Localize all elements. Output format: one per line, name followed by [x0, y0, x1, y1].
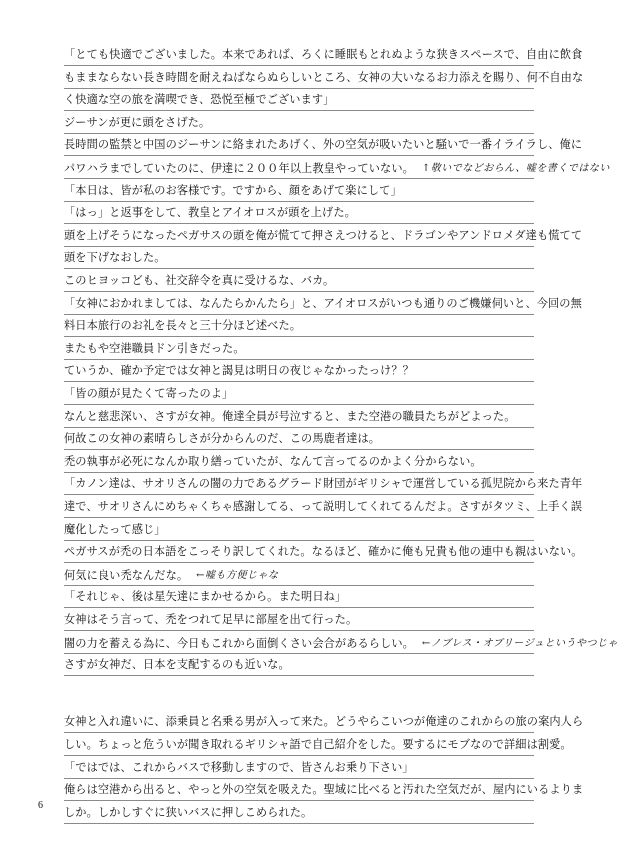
text-line — [64, 677, 534, 699]
text-line — [64, 451, 534, 473]
text-line — [64, 779, 584, 801]
text-line — [64, 293, 582, 315]
text-line — [64, 315, 534, 337]
line-text: 闇の力を蓄える為に、今日もこれから面倒くさい会合があるらしい。 — [64, 636, 414, 650]
text-line — [64, 541, 583, 563]
text-line — [64, 225, 583, 247]
text-line — [64, 473, 583, 495]
text-line — [64, 564, 534, 586]
line-text: 何気に良い禿なんだな。 — [64, 568, 189, 582]
line-text: このヒヨッコども、社交辞令を真に受けるな、バカ。 — [64, 274, 335, 287]
line-text: 女神はそう言って、禿をつれて足早に部屋を出て行った。 — [64, 613, 358, 626]
handwritten-note: ←ノブレス・オブリージュというやつじゃ — [421, 637, 618, 649]
text-line — [64, 734, 572, 756]
line-text: 達で、サオリさんにめちゃくちゃ感謝してる、って説明してくれてるんだよ。さすがタツミ、上手く誤 — [64, 500, 582, 513]
handwritten-note: ←嘘も方便じゃな — [196, 569, 279, 581]
text-line — [64, 338, 534, 360]
text-line — [64, 180, 534, 202]
text-line — [64, 202, 534, 224]
line-text: ジーサンが更に頭をさげた。 — [64, 115, 211, 129]
line-text: 「はっ」と返事をして、教皇とアイオロスが頭を上げた。 — [64, 206, 356, 220]
text-line — [64, 112, 534, 134]
line-text: 料日本旅行のお礼を長々と三十分ほど述べた。 — [64, 319, 302, 333]
line-text: しか。しかしすぐに狭いバスに押しこめられた。 — [64, 805, 313, 819]
line-text: またもや空港職員ドン引きだった。 — [64, 341, 245, 355]
text-line — [64, 270, 534, 292]
text-line — [64, 757, 534, 779]
page-number: 6 — [38, 800, 43, 811]
line-text: なんと慈悲深い、さすが女神。俺達全員が号泣すると、また空港の職員たちがどよった。 — [64, 409, 516, 423]
text-line — [64, 654, 534, 676]
text-line — [64, 360, 534, 382]
line-text: しい。ちょっと危ういが聞き取れるギリシャ語で自己紹介をした。要するにモブなので詳細は割愛。 — [64, 738, 572, 751]
line-text: 「皆の顔が見たくて寄ったのよ」 — [64, 387, 234, 400]
line-text: 「カノン達は、サオリさんの闇の力であるグラード財団がギリシャで運営している孤児院から来た青年 — [64, 477, 583, 491]
text-line — [64, 711, 584, 733]
text-line — [64, 406, 534, 428]
line-text: 長時間の監禁と中国のジーサンに絡まれたあげく、外の空気が吸いたいと騒いで一番イライラし、俺に — [64, 138, 583, 152]
text-line — [64, 157, 610, 179]
text-line — [64, 247, 534, 269]
text-line — [64, 586, 534, 608]
text-line — [64, 802, 534, 824]
line-text: パワハラまでしていたのに、伊達に２００年以上教皇やっていない。 — [64, 162, 414, 175]
text-line — [64, 67, 584, 89]
line-text: さすが女神だ、日本を支配するのも近いな。 — [64, 658, 290, 672]
text-line — [64, 609, 534, 631]
text-line — [64, 428, 534, 450]
line-text: 「女神におかれましては、なんたらかんたら」と、アイオロスがいつも通りのご機嫌伺いと、今回の無 — [64, 296, 582, 310]
line-text: 俺らは空港から出ると、やっと外の空気を吸えた。聖域に比べると汚れた空気だが、屋内にいるよりま — [64, 783, 584, 797]
text-line — [64, 134, 583, 156]
line-text: もままならない長き時間を耐えねばならぬらしいところ、女神の大いなるお力添えを賜り、何不自由な — [64, 70, 584, 84]
line-text: 頭を上げそうになったペガサスの頭を俺が慌てて押さえつけると、ドラゴンやアンドロメダ達も慌てて — [64, 228, 583, 242]
text-line — [64, 632, 618, 654]
text-line — [64, 496, 582, 518]
text-line — [64, 519, 534, 541]
text-line — [64, 383, 534, 405]
line-text: 「本日は、皆が私のお客様です。ですから、顔をあげて楽にして」 — [64, 183, 402, 197]
line-text: 魔化したって感じ」 — [64, 522, 166, 536]
line-text: 「それじゃ、後は星矢達にまかせるから。また明日ね」 — [64, 590, 347, 604]
line-text: 頭を下げなおした。 — [64, 251, 166, 265]
line-text: ペガサスが禿の日本語をこっそり訳してくれた。なるほど、確かに俺も兄貴も他の連中も親はいない。 — [64, 545, 583, 559]
line-text: ていうか、確か予定では女神と謁見は明日の夜じゃなかったっけ？？ — [64, 364, 414, 378]
line-text: 「ではでは、これからバスで移動しますので、皆さんお乗り下さい」 — [64, 760, 414, 774]
line-text: 何故この女神の素晴らしさが分からんのだ、この馬鹿者達は。 — [64, 432, 381, 446]
line-text: 「とても快適でございました。本来であれば、ろくに睡眠もとれぬような狭きスペースで、自由に飲食 — [64, 48, 583, 61]
line-text: 禿の執事が必死になんか取り繕っていたが、なんて言ってるのかよく分からない。 — [64, 454, 482, 468]
line-text: く快適な空の旅を満喫でき、恐悦至極でございます」 — [64, 93, 335, 107]
text-line — [64, 89, 534, 111]
text-line — [64, 44, 583, 66]
handwritten-note: ↑敬いでなどおらん、嘘を書くではない — [421, 163, 610, 174]
line-text: 女神と入れ違いに、添乗員と名乗る男が入って来た。どうやらこいつが俺達のこれからの旅の案内人ら — [64, 715, 584, 729]
